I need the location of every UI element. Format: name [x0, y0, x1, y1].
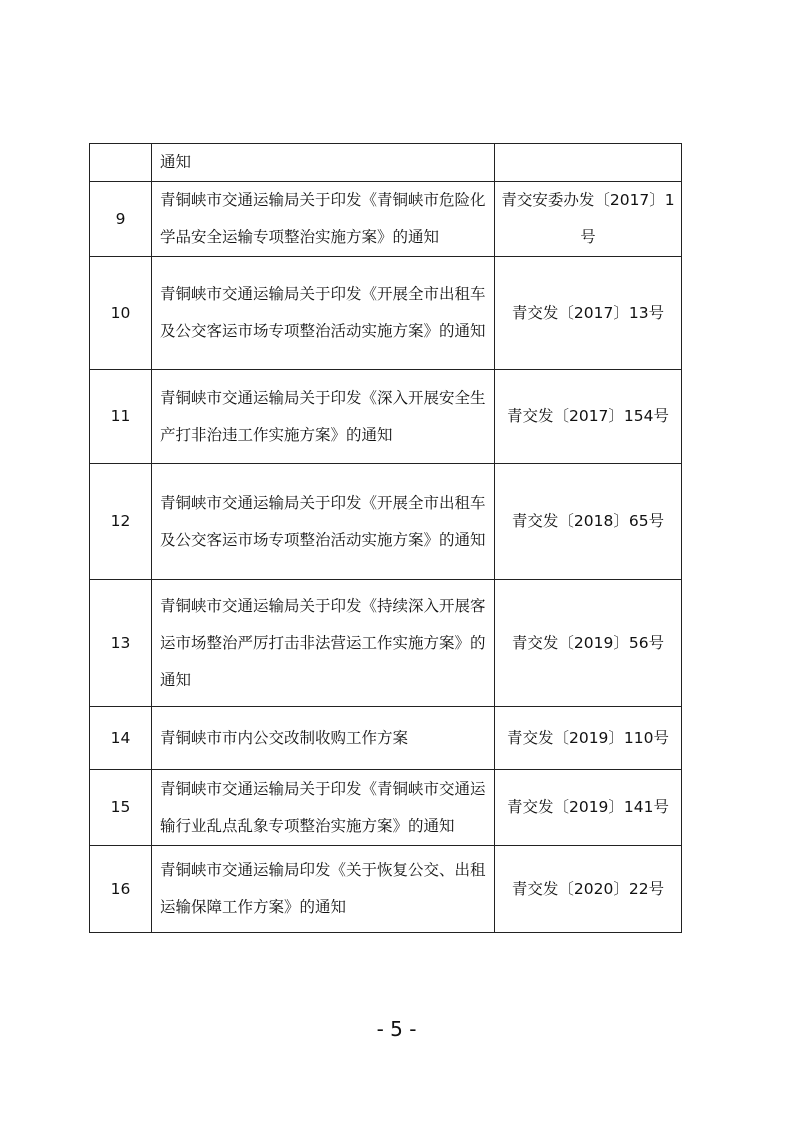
document-number-cell: 青交发〔2017〕13号 — [495, 257, 682, 370]
document-number-cell: 青交安委办发〔2017〕1号 — [495, 182, 682, 257]
row-number-cell: 10 — [90, 257, 152, 370]
document-title-cell: 青铜峡市交通运输局关于印发《青铜峡市交通运输行业乱点乱象专项整治实施方案》的通知 — [152, 770, 495, 846]
row-number-cell: 12 — [90, 464, 152, 580]
document-title-cell: 通知 — [152, 144, 495, 182]
row-number-cell: 14 — [90, 707, 152, 770]
table-row — [90, 464, 682, 580]
document-title-cell: 青铜峡市交通运输局印发《关于恢复公交、出租运输保障工作方案》的通知 — [152, 846, 495, 933]
table-row — [90, 370, 682, 464]
document-title-cell: 青铜峡市交通运输局关于印发《开展全市出租车及公交客运市场专项整治活动实施方案》的通知 — [152, 464, 495, 580]
row-number-cell: 9 — [90, 182, 152, 257]
table-body — [90, 144, 682, 933]
row-number-cell: 15 — [90, 770, 152, 846]
row-number-cell — [90, 144, 152, 182]
row-number-cell: 13 — [90, 580, 152, 707]
document-title-cell: 青铜峡市市内公交改制收购工作方案 — [152, 707, 495, 770]
document-number-cell: 青交发〔2019〕110号 — [495, 707, 682, 770]
document-number-cell — [495, 144, 682, 182]
table-row — [90, 144, 682, 182]
document-number-cell: 青交发〔2018〕65号 — [495, 464, 682, 580]
document-number-cell: 青交发〔2019〕141号 — [495, 770, 682, 846]
table-row — [90, 257, 682, 370]
document-number-cell: 青交发〔2017〕154号 — [495, 370, 682, 464]
document-table — [89, 143, 682, 933]
table-row — [90, 707, 682, 770]
table-row — [90, 182, 682, 257]
table-row — [90, 580, 682, 707]
page-number: - 5 - — [376, 1017, 417, 1041]
document-title-cell: 青铜峡市交通运输局关于印发《持续深入开展客运市场整治严厉打击非法营运工作实施方案》的通知 — [152, 580, 495, 707]
row-number-cell: 11 — [90, 370, 152, 464]
document-title-cell: 青铜峡市交通运输局关于印发《深入开展安全生产打非治违工作实施方案》的通知 — [152, 370, 495, 464]
document-title-cell: 青铜峡市交通运输局关于印发《青铜峡市危险化学品安全运输专项整治实施方案》的通知 — [152, 182, 495, 257]
table-row — [90, 846, 682, 933]
document-number-cell: 青交发〔2019〕56号 — [495, 580, 682, 707]
document-title-cell: 青铜峡市交通运输局关于印发《开展全市出租车及公交客运市场专项整治活动实施方案》的通知 — [152, 257, 495, 370]
table-row — [90, 770, 682, 846]
document-number-cell: 青交发〔2020〕22号 — [495, 846, 682, 933]
row-number-cell: 16 — [90, 846, 152, 933]
